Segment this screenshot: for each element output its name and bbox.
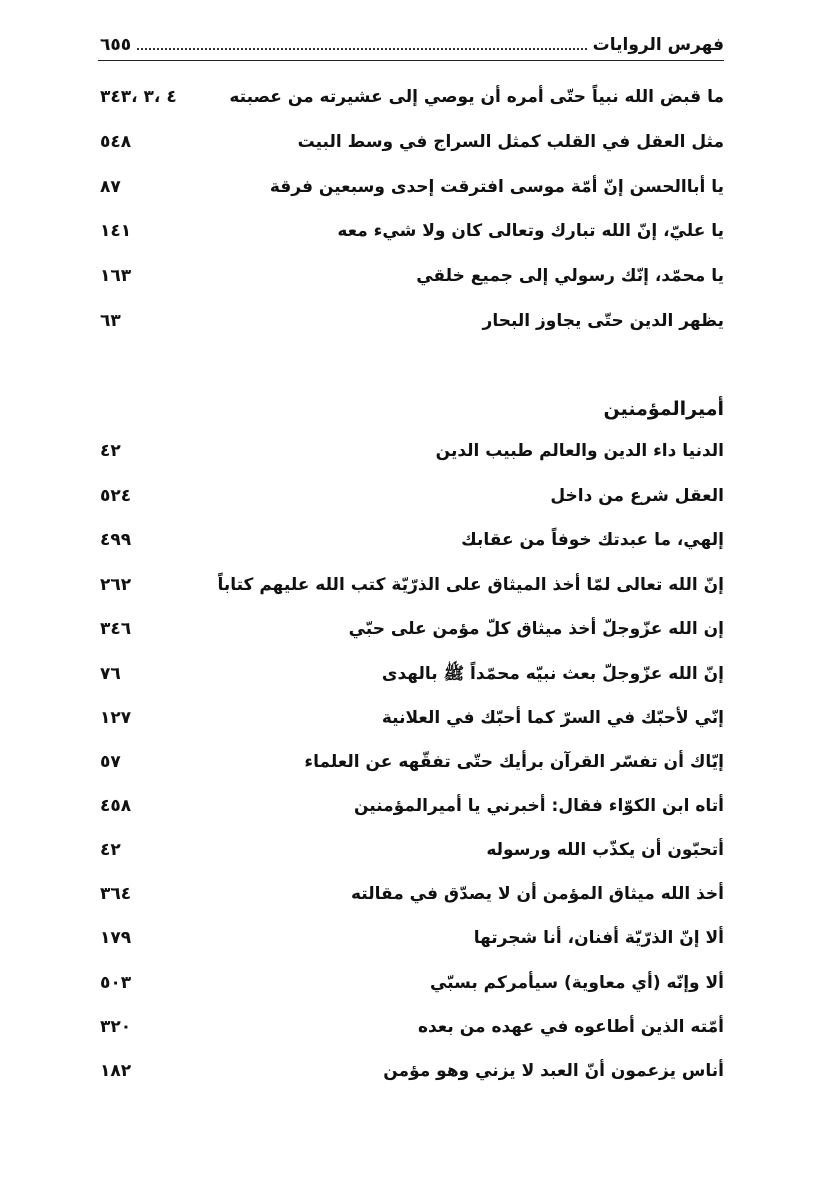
entry-text: أتاه ابن الكوّاء فقال: أخبرني يا أميرالمؤمنين bbox=[354, 796, 724, 816]
index-entry bbox=[100, 879, 724, 909]
entry-pages: ٦٣ bbox=[100, 311, 121, 331]
index-entry bbox=[100, 835, 724, 865]
entry-pages: ١٧٩ bbox=[100, 928, 132, 948]
index-entry bbox=[100, 127, 724, 157]
entry-text: يا عليّ، إنّ الله تبارك وتعالى كان ولا شيء معه bbox=[337, 221, 724, 241]
entry-text: إنّ الله تعالى لمّا أخذ الميثاق على الذرّيّة كتب الله عليهم كتاباً bbox=[217, 575, 724, 595]
entry-text: أمّته الذين أطاعوه في عهده من بعده bbox=[417, 1017, 724, 1037]
entry-pages: ٥٢٤ bbox=[100, 486, 132, 506]
entry-pages: ٥٠٣ bbox=[100, 973, 132, 993]
entry-pages: ٨٧ bbox=[100, 177, 121, 197]
index-entry bbox=[100, 968, 724, 998]
index-entry bbox=[100, 703, 724, 733]
entry-text: مثل العقل في القلب كمثل السراج في وسط البيت bbox=[297, 132, 724, 152]
index-entry bbox=[100, 82, 724, 112]
entry-text: أتحبّون أن يكذّب الله ورسوله bbox=[486, 840, 724, 860]
entry-text: ألا وإنّه (أي معاوية) سيأمركم بسبّي bbox=[429, 973, 724, 993]
entry-text: ألا إنّ الذرّيّة أفنان، أنا شجرتها bbox=[473, 928, 724, 948]
entry-text: يا أباالحسن إنّ أمّة موسى افترقت إحدى وسبعين فرقة bbox=[269, 177, 724, 197]
index-entry bbox=[100, 261, 724, 291]
index-entry bbox=[100, 1012, 724, 1042]
entry-pages: ١٤١ bbox=[100, 221, 132, 241]
entry-pages: ٤٢ bbox=[100, 840, 121, 860]
running-header-title: فهرس الروايات bbox=[592, 35, 724, 55]
page-number: ٦٥٥ bbox=[100, 35, 132, 55]
entry-pages: ١٨٢ bbox=[100, 1061, 132, 1081]
entry-pages: ٤٥٨ bbox=[100, 796, 132, 816]
entry-text: ما قبض الله نبياً حتّى أمره أن يوصي إلى عشيرته من عصبته bbox=[229, 87, 724, 107]
entry-pages: ٥٤٨ bbox=[100, 132, 132, 152]
entry-pages: ٤ ،٣ ،٣٤٣ bbox=[100, 87, 177, 107]
entry-text: يظهر الدين حتّى يجاوز البحار bbox=[482, 311, 724, 331]
index-entry bbox=[100, 747, 724, 777]
index-entry bbox=[100, 172, 724, 202]
dot-leader bbox=[137, 48, 587, 50]
index-entry bbox=[100, 525, 724, 555]
entry-pages: ٤٩٩ bbox=[100, 530, 132, 550]
entry-text: إلهي، ما عبدتك خوفاً من عقابك bbox=[461, 530, 724, 550]
index-entry bbox=[100, 570, 724, 600]
index-entry bbox=[100, 923, 724, 953]
entry-pages: ٣٢٠ bbox=[100, 1017, 132, 1037]
index-entry bbox=[100, 659, 724, 689]
entry-pages: ٧٦ bbox=[100, 664, 121, 684]
entry-text: العقل شرع من داخل bbox=[550, 486, 724, 506]
entry-pages: ١٦٣ bbox=[100, 266, 132, 286]
entry-text: إنّ الله عزّوجلّ بعث نبيّه محمّداً ﷺ بالهدى bbox=[381, 664, 724, 684]
index-entry bbox=[100, 1056, 724, 1086]
entry-text: أناس يزعمون أنّ العبد لا يزني وهو مؤمن bbox=[383, 1061, 724, 1081]
index-entry bbox=[100, 216, 724, 246]
entry-pages: ١٢٧ bbox=[100, 708, 132, 728]
running-header bbox=[100, 30, 724, 60]
entry-text: يا محمّد، إنّك رسولي إلى جميع خلقي bbox=[416, 266, 724, 286]
entry-text: إن الله عزّوجلّ أخذ ميثاق كلّ مؤمن على حبّي bbox=[348, 619, 724, 639]
index-entry bbox=[100, 306, 724, 336]
entry-pages: ٥٧ bbox=[100, 752, 121, 772]
entry-pages: ٤٢ bbox=[100, 441, 121, 461]
entry-text: أخذ الله ميثاق المؤمن أن لا يصدّق في مقالته bbox=[350, 884, 724, 904]
entry-text: إيّاك أن تفسّر القرآن برأيك حتّى تفقّهه عن العلماء bbox=[304, 752, 724, 772]
section-heading: أميرالمؤمنين bbox=[603, 398, 724, 420]
header-rule bbox=[98, 60, 724, 61]
entry-pages: ٢٦٢ bbox=[100, 575, 132, 595]
entry-text: إنّي لأحبّك في السرّ كما أحبّك في العلانية bbox=[381, 708, 724, 728]
entry-text: الدنيا داء الدين والعالم طبيب الدين bbox=[435, 441, 724, 461]
index-entry bbox=[100, 481, 724, 511]
index-entry bbox=[100, 614, 724, 644]
index-entry bbox=[100, 436, 724, 466]
entry-pages: ٣٦٤ bbox=[100, 884, 132, 904]
index-entry bbox=[100, 791, 724, 821]
entry-pages: ٣٤٦ bbox=[100, 619, 132, 639]
